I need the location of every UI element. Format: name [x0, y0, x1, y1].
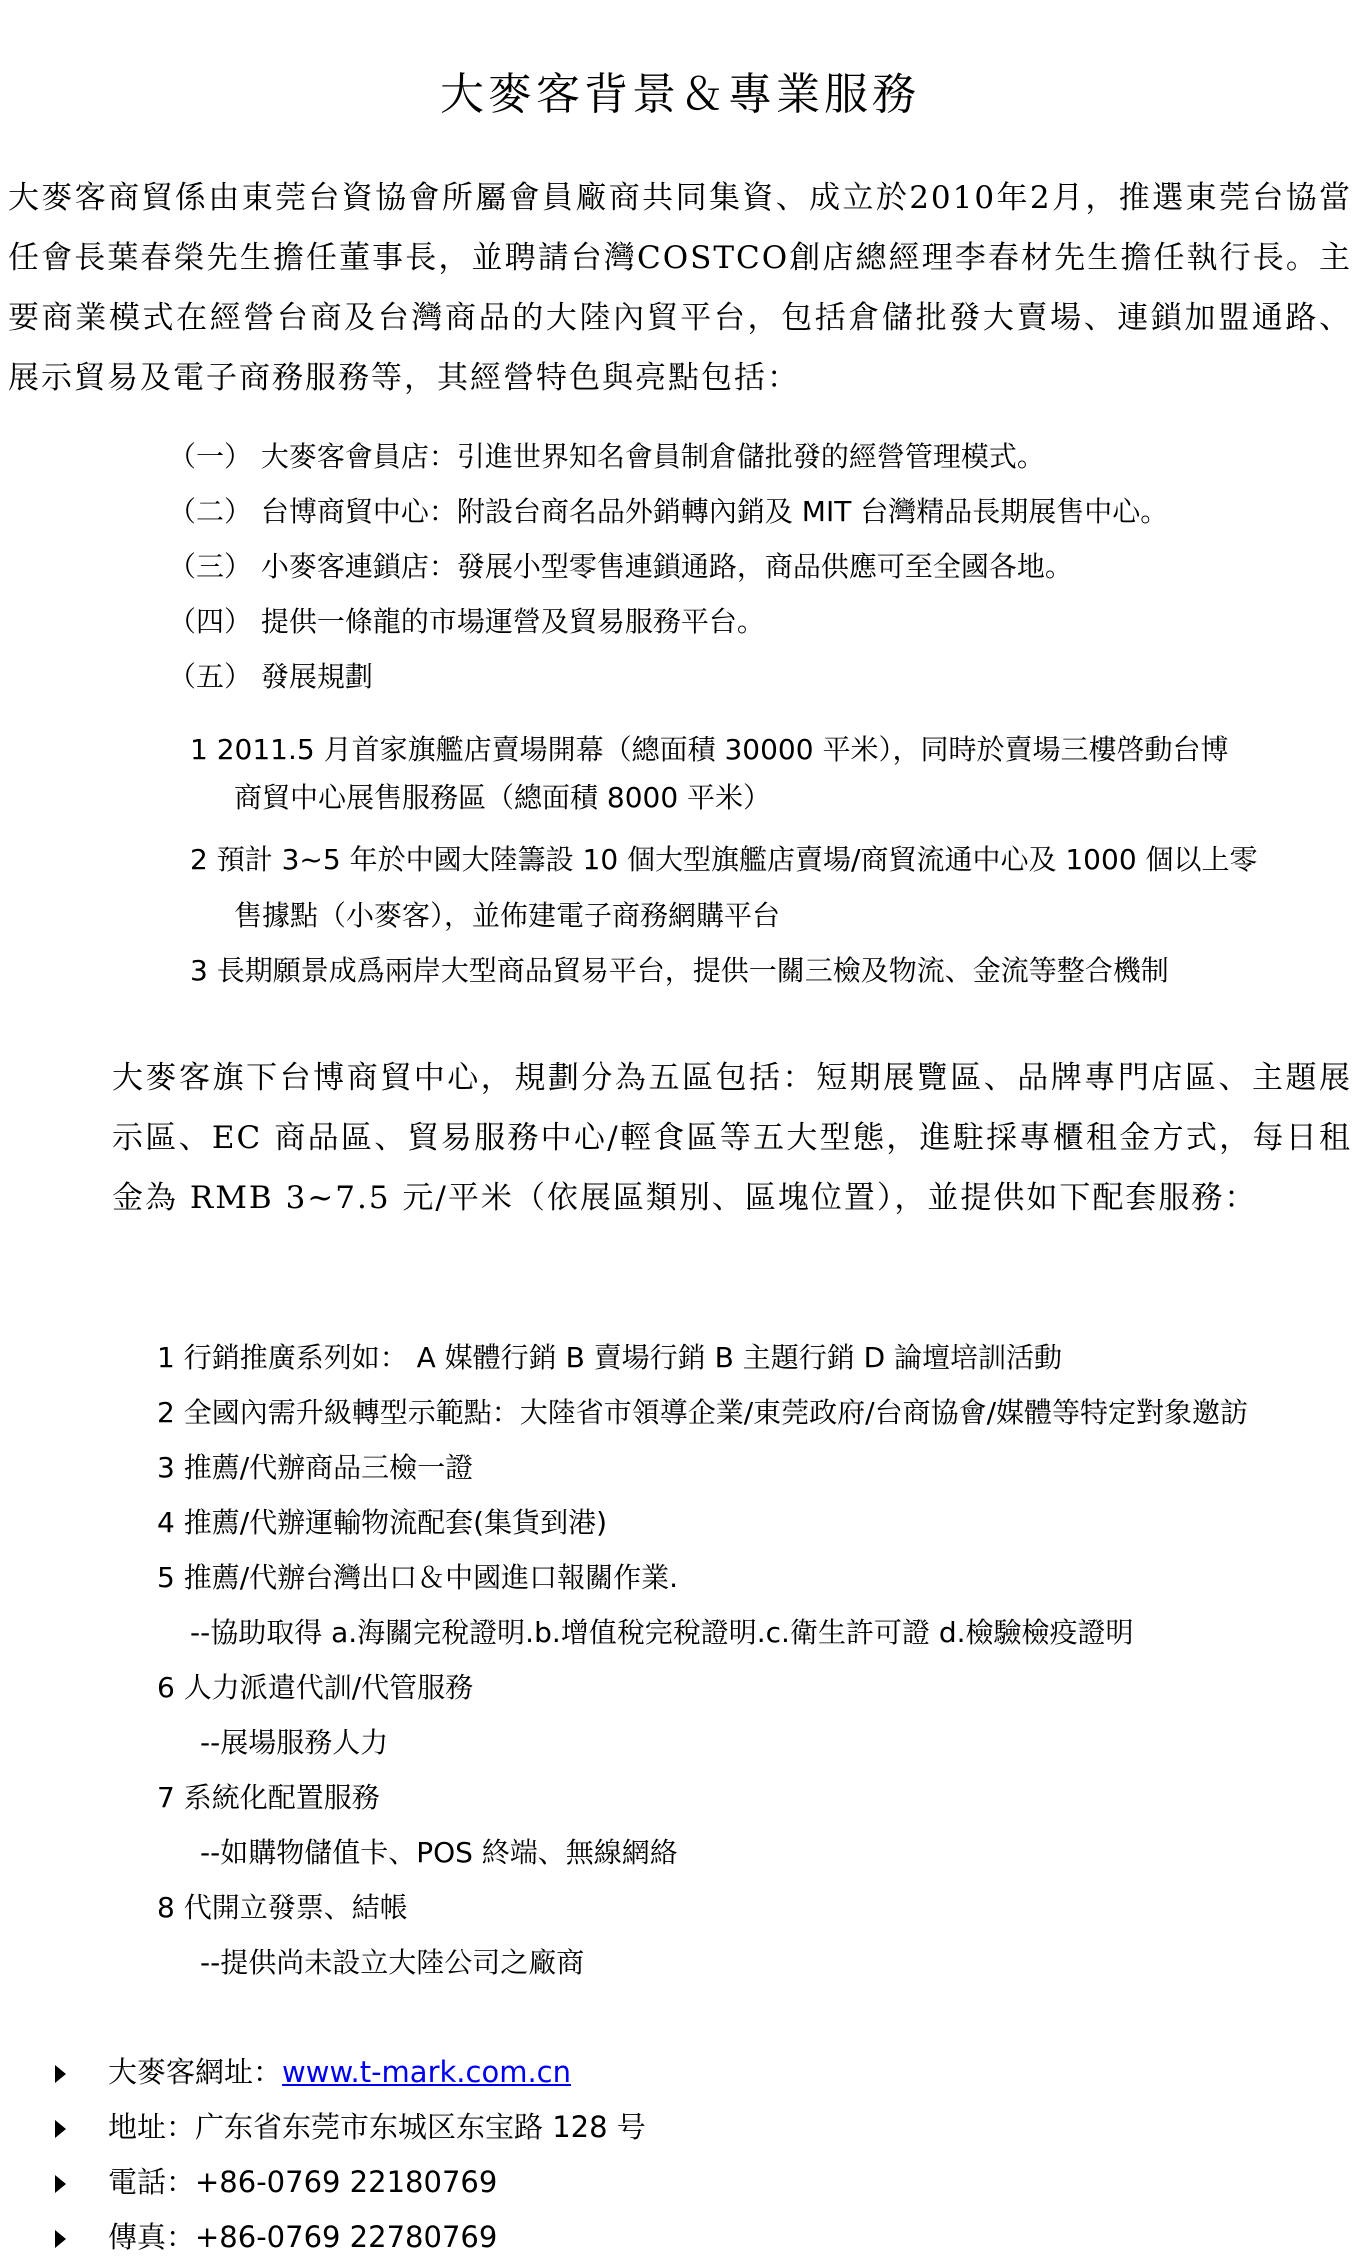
- plan-item-2: 2 預計 3~5 年於中國大陸籌設 10 個大型旗艦店賣場/商貿流通中心及 1000 個以上零: [190, 843, 1258, 876]
- contact-address: [55, 2107, 646, 2147]
- bullet-arrow-icon: [55, 2120, 66, 2138]
- service-item-8: 8 代開立發票、結帳: [157, 1891, 408, 1924]
- bullet-arrow-icon: [55, 2175, 66, 2193]
- website-link[interactable]: www.t-mark.com.cn: [282, 2055, 571, 2089]
- service-item-3: 3 推薦/代辦商品三檢一證: [157, 1451, 474, 1484]
- feature-item-5: （五） 發展規劃: [168, 660, 373, 693]
- address-text: 地址：广东省东莞市东城区东宝路 128 号: [108, 2110, 646, 2144]
- feature-item-3: （三） 小麥客連鎖店：發展小型零售連鎖通路，商品供應可至全國各地。: [168, 550, 1073, 583]
- contact-fax: [55, 2217, 497, 2257]
- plan-item-1-cont: 商貿中心展售服務區（總面積 8000 平米）: [234, 781, 772, 814]
- service-item-5: 5 推薦/代辦台灣出口＆中國進口報關作業.: [157, 1561, 679, 1594]
- service-item-4: 4 推薦/代辦運輸物流配套(集貨到港): [157, 1506, 607, 1539]
- fax-text: 傳真：+86-0769 22780769: [108, 2220, 498, 2254]
- bullet-arrow-icon: [55, 2065, 66, 2083]
- plan-item-3: 3 長期願景成爲兩岸大型商品貿易平台，提供一關三檢及物流、金流等整合機制: [190, 954, 1169, 987]
- trade-center-paragraph: 大麥客旗下台博商貿中心，規劃分為五區包括：短期展覽區、品牌專門店區、主題展示區、EC 商品區、貿易服務中心/輕食區等五大型態，進駐採專櫃租金方式，每日租金為 RMB 3~7.5 元/平米（依展區類別、區塊位置），並提供如下配套服務：: [112, 1060, 1352, 1216]
- feature-item-2: （二） 台博商貿中心：附設台商名品外銷轉內銷及 MIT 台灣精品長期展售中心。: [168, 495, 1169, 528]
- service-item-8-detail: --提供尚未設立大陸公司之廠商: [200, 1946, 585, 1979]
- service-item-6: 6 人力派遣代訓/代管服務: [157, 1671, 474, 1704]
- bullet-arrow-icon: [55, 2230, 66, 2248]
- website-label: 大麥客網址：: [108, 2055, 283, 2089]
- service-item-5-detail: --協助取得 a.海關完稅證明.b.增值稅完稅證明.c.衛生許可證 d.檢驗檢疫證明: [190, 1616, 1134, 1649]
- service-item-2: 2 全國內需升級轉型示範點：大陸省市領導企業/東莞政府/台商協會/媒體等特定對象邀訪: [157, 1396, 1249, 1429]
- contact-website: [55, 2052, 571, 2092]
- plan-item-2-cont: 售據點（小麥客），並佈建電子商務網購平台: [234, 899, 781, 932]
- service-item-6-detail: --展場服務人力: [200, 1726, 389, 1759]
- intro-paragraph: 大麥客商貿係由東莞台資協會所屬會員廠商共同集資、成立於2010年2月，推選東莞台協當任會長葉春榮先生擔任董事長，並聘請台灣COSTCO創店總經理李春材先生擔任執行長。主要商業模式在經營台商及台灣商品的大陸內貿平台，包括倉儲批發大賣場、連鎖加盟通路、展示貿易及電子商務服務等，其經營特色與亮點包括：: [8, 180, 1352, 396]
- feature-item-1: （一） 大麥客會員店：引進世界知名會員制倉儲批發的經營管理模式。: [168, 440, 1045, 473]
- feature-item-4: （四） 提供一條龍的市場運營及貿易服務平台。: [168, 605, 765, 638]
- service-item-7: 7 系統化配置服務: [157, 1781, 380, 1814]
- plan-item-1: 1 2011.5 月首家旗艦店賣場開幕（總面積 30000 平米），同時於賣場三樓啓動台博: [190, 733, 1229, 766]
- phone-text: 電話：+86-0769 22180769: [108, 2165, 498, 2199]
- service-item-7-detail: --如購物儲值卡、POS 終端、無線網絡: [200, 1836, 678, 1869]
- page-title: 大麥客背景＆專業服務: [440, 69, 920, 120]
- contact-phone: [55, 2162, 497, 2202]
- service-item-1: 1 行銷推廣系列如： A 媒體行銷 B 賣場行銷 B 主題行銷 D 論壇培訓活動: [157, 1341, 1063, 1374]
